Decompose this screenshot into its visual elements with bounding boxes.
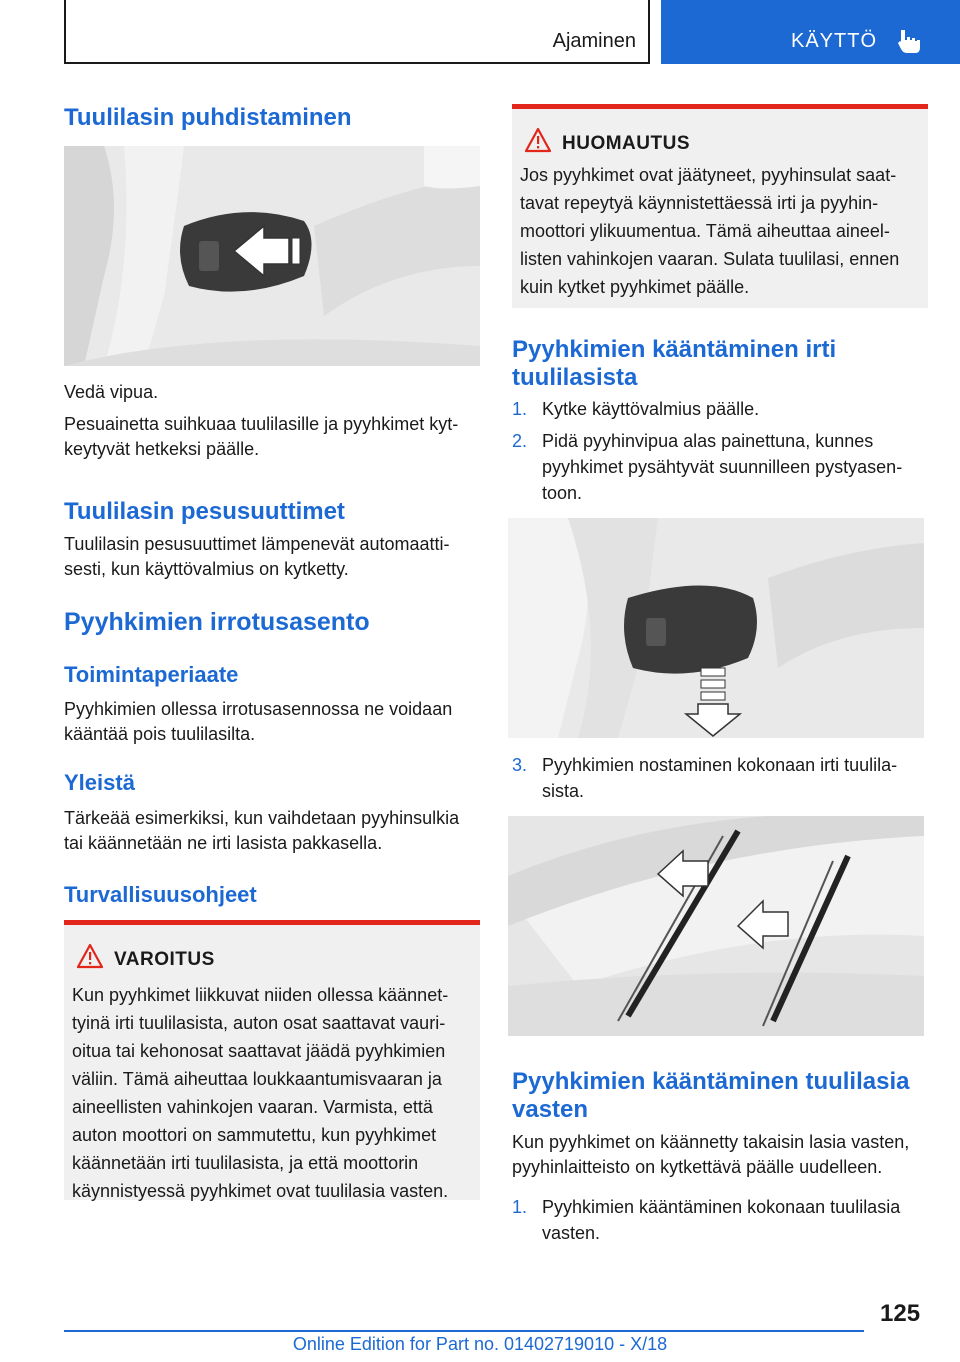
heading-cleaning: Tuulilasin puhdistaminen: [64, 104, 352, 131]
step-number: 3.: [512, 755, 528, 775]
warning-text: Kun pyyhkimet liikkuvat niiden ollessa käännet-tyinä irti tuulilasista, auton osat saattavat vauri-oitua tai kehonosat saattavat jäädä pyyhkimien väliin. Tämä aiheuttaa loukkaantumisvaaran ja aineellisten vahinkojen vaaran. Varmista, että auton moottori on sammutettu, kun pyyhkimet käännetään irti tuulilasista, ja että moottorin käynnistyessä pyyhkimet ovat tuulilasia vasten.: [72, 985, 449, 1201]
image-wipers-lifted: [508, 816, 924, 1036]
footer-edition: Online Edition for Part no. 01402719010 - X/18: [292, 1334, 668, 1354]
image-lever-press-down: [508, 518, 924, 738]
text-fold-in: Kun pyyhkimet on käännetty takaisin lasia vasten, pyyhinlaitteisto on kytkettävä päälle uudelleen.: [512, 1132, 910, 1177]
page-number: 125: [880, 1300, 921, 1327]
step-number: 2.: [512, 431, 528, 451]
hand-pointing-icon: [896, 28, 922, 54]
heading-fold-out: Pyyhkimien kääntäminen irti tuulilasista: [512, 336, 837, 391]
step-text: Pyyhkimien kääntäminen kokonaan tuulilasia vasten.: [542, 1197, 901, 1243]
warning-box: [64, 920, 480, 1200]
text-principle: Pyyhkimien ollessa irrotusasennossa ne voidaan kääntää pois tuulilasilta.: [64, 699, 453, 744]
heading-fold-out-position: Pyyhkimien irrotusasento: [64, 608, 370, 636]
heading-washer-nozzles: Tuulilasin pesusuuttimet: [64, 498, 345, 525]
warning-triangle-icon: [76, 943, 104, 969]
warning-title: VAROITUS: [114, 949, 215, 970]
heading-general: Yleistä: [64, 770, 135, 795]
step-text: Kytke käyttövalmius päälle.: [542, 399, 760, 419]
chapter-label: KÄYTTÖ: [791, 30, 878, 52]
text-nozzles: Tuulilasin pesusuuttimet lämpenevät automaatti-sesti, kun käyttövalmius on kytketty.: [64, 534, 450, 579]
section-label: Ajaminen: [552, 30, 636, 52]
heading-principle: Toimintaperiaate: [64, 662, 239, 687]
step-number: 1.: [512, 1197, 528, 1217]
heading-fold-in: Pyyhkimien kääntäminen tuulilasia vasten: [512, 1068, 910, 1123]
step-text: Pidä pyyhinvipua alas painettuna, kunnes pyyhkimet pysähtyvät suunnilleen pystyasen-toon.: [542, 431, 903, 503]
image-wiper-lever-pull: [64, 146, 480, 366]
notice-box: [512, 104, 928, 308]
footer-divider: [64, 1330, 864, 1332]
warning-triangle-icon: [524, 127, 552, 153]
notice-text: Jos pyyhkimet ovat jäätyneet, pyyhinsulat saat-tavat repeytyä käynnistettäessä irti ja pyyhin-moottori ylikuumentua. Tämä aiheuttaa aineel-listen vahinkojen vaaran. Sulata tuulilasi, ennen kuin kytket pyyhkimet päälle.: [520, 165, 900, 297]
heading-safety: Turvallisuusohjeet: [64, 882, 257, 907]
step-number: 1.: [512, 399, 528, 419]
header-section-box: [64, 0, 650, 64]
step-text: Pyyhkimien nostaminen kokonaan irti tuulila-sista.: [542, 755, 898, 801]
text-general: Tärkeää esimerkiksi, kun vaihdetaan pyyhinsulkia tai käännetään ne irti lasista pakkasella.: [64, 808, 460, 853]
text-pull-lever: Vedä vipua.: [64, 382, 159, 402]
text-spray: Pesuainetta suihkuaa tuulilasille ja pyyhkimet kyt-keytyvät hetkeksi päälle.: [64, 414, 459, 459]
notice-title: HUOMAUTUS: [562, 133, 690, 154]
